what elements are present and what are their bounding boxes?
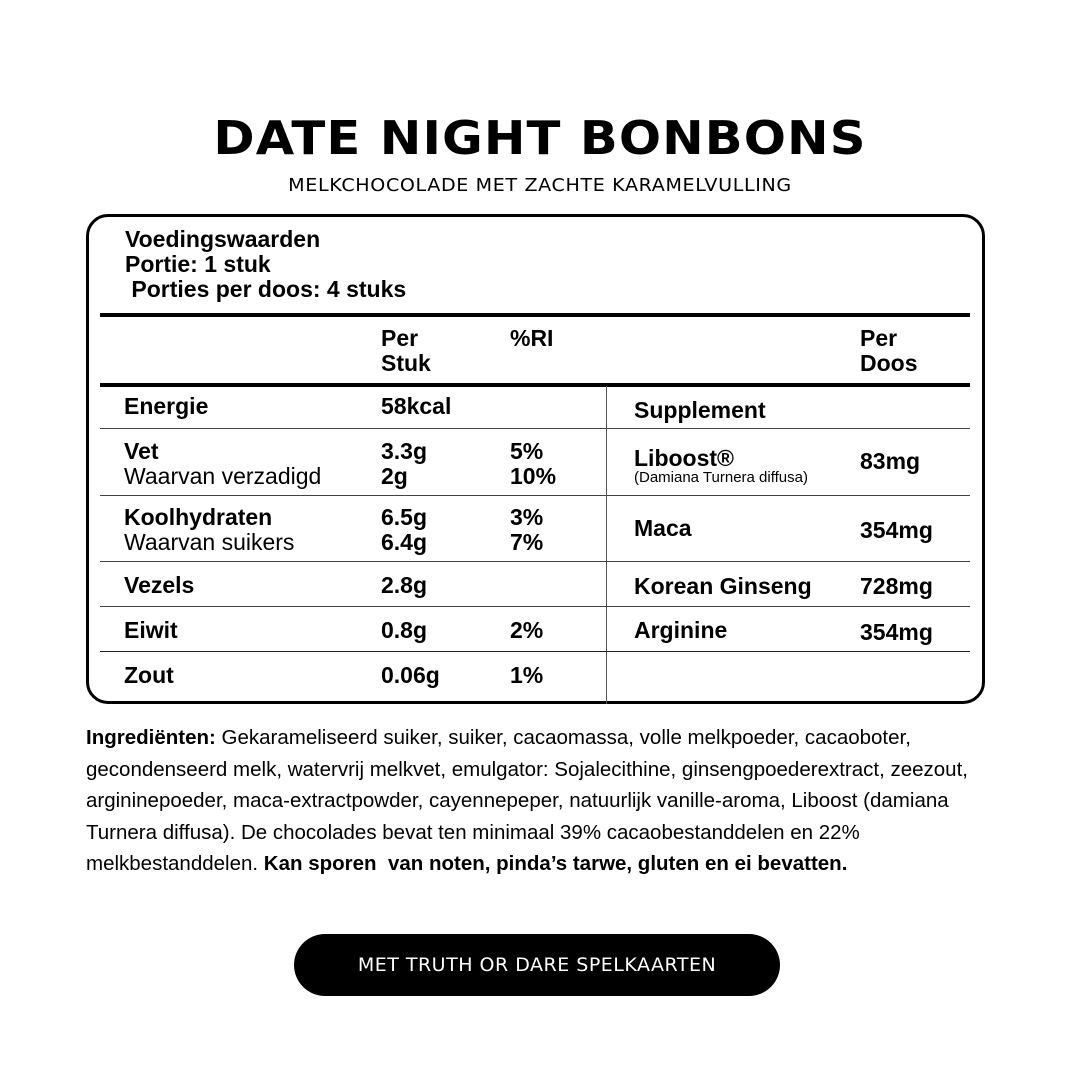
ingredients-text	[86, 722, 996, 880]
portion-size: Portie: 1 stuk	[125, 251, 271, 277]
row-eiwit-label: Eiwit	[124, 617, 178, 643]
row-eiwit-value: 0.8g	[381, 617, 428, 643]
header-rule-bottom	[100, 383, 970, 387]
row-divider	[100, 651, 970, 652]
supplement-divider	[607, 428, 970, 429]
row-eiwit-ri: 2%	[510, 617, 544, 643]
supplement-liboost-note: (Damiana Turnera diffusa)	[634, 469, 808, 486]
col-per-doos-line2: Doos	[860, 350, 918, 376]
row-koolhydraten-ri: 3%	[510, 504, 544, 530]
nutrition-heading: Voedingswaarden	[125, 226, 321, 252]
supplement-maca-label: Maca	[634, 515, 692, 541]
row-vet-label: Vet	[124, 438, 159, 464]
allergen-warning: Kan sporen van noten, pinda’s tarwe, gluten en ei bevatten.	[263, 852, 848, 875]
column-divider	[606, 386, 607, 704]
supplement-heading: Supplement	[634, 397, 766, 423]
header-rule-top	[100, 313, 970, 317]
nutrition-panel	[86, 214, 985, 704]
supplement-arginine-label: Arginine	[634, 617, 728, 643]
row-divider	[100, 606, 970, 607]
row-suikers-label: Waarvan suikers	[124, 529, 295, 555]
row-vezels-label: Vezels	[124, 572, 195, 598]
row-divider	[100, 428, 606, 429]
supplement-arginine-value: 354mg	[860, 619, 933, 645]
row-koolhydraten-label: Koolhydraten	[124, 504, 273, 530]
product-subtitle: MELKCHOCOLADE MET ZACHTE KARAMELVULLING	[288, 175, 792, 196]
row-verzadigd-value: 2g	[381, 463, 408, 489]
row-energie-label: Energie	[124, 393, 209, 419]
col-per-stuk-line2: Stuk	[381, 350, 431, 376]
supplement-liboost-value: 83mg	[860, 448, 921, 474]
row-divider	[100, 561, 970, 562]
row-vet-value: 3.3g	[381, 438, 428, 464]
col-per-stuk	[381, 326, 431, 376]
supplement-divider	[607, 495, 970, 496]
row-zout-ri: 1%	[510, 662, 544, 688]
row-verzadigd-label: Waarvan verzadigd	[124, 463, 322, 489]
col-per-doos	[860, 326, 918, 376]
portions-per-box: Porties per doos: 4 stuks	[125, 276, 407, 302]
row-suikers-ri: 7%	[510, 529, 544, 555]
row-divider	[100, 495, 606, 496]
row-vet-ri: 5%	[510, 438, 544, 464]
row-koolhydraten-value: 6.5g	[381, 504, 428, 530]
col-per-stuk-line1: Per	[381, 325, 419, 351]
ingredients-label: Ingrediënten:	[86, 726, 216, 749]
truth-or-dare-button[interactable]	[294, 934, 780, 996]
row-zout-value: 0.06g	[381, 662, 440, 688]
supplement-liboost-label: Liboost®	[634, 445, 734, 471]
supplement-maca-value: 354mg	[860, 517, 933, 543]
ingredients-list: Gekarameliseerd suiker, suiker, cacaomassa, volle melkpoeder, cacaoboter, gecondenseerd melk, watervrij melkvet, emulgator: Sojalecithine, ginsengpoederextract, zeezout, argininepoeder, maca-extractpowder, cayennepeper, natuurlijk vanille-aroma, Liboost (damiana Turnera diffusa). De chocolades bevat ten minimaal 39% cacaobestanddelen en 22% melkbestanddelen.	[86, 726, 968, 875]
row-zout-label: Zout	[124, 662, 174, 688]
col-per-doos-line1: Per	[860, 325, 898, 351]
row-suikers-value: 6.4g	[381, 529, 428, 555]
truth-or-dare-button-label: MET TRUTH OR DARE SPELKAARTEN	[357, 954, 717, 976]
col-ri: %RI	[510, 325, 554, 351]
row-verzadigd-ri: 10%	[510, 463, 557, 489]
product-title: DATE NIGHT BONBONS	[213, 111, 867, 165]
supplement-ginseng-label: Korean Ginseng	[634, 573, 812, 599]
row-vezels-value: 2.8g	[381, 572, 428, 598]
row-energie-value: 58kcal	[381, 393, 452, 419]
supplement-ginseng-value: 728mg	[860, 573, 933, 599]
